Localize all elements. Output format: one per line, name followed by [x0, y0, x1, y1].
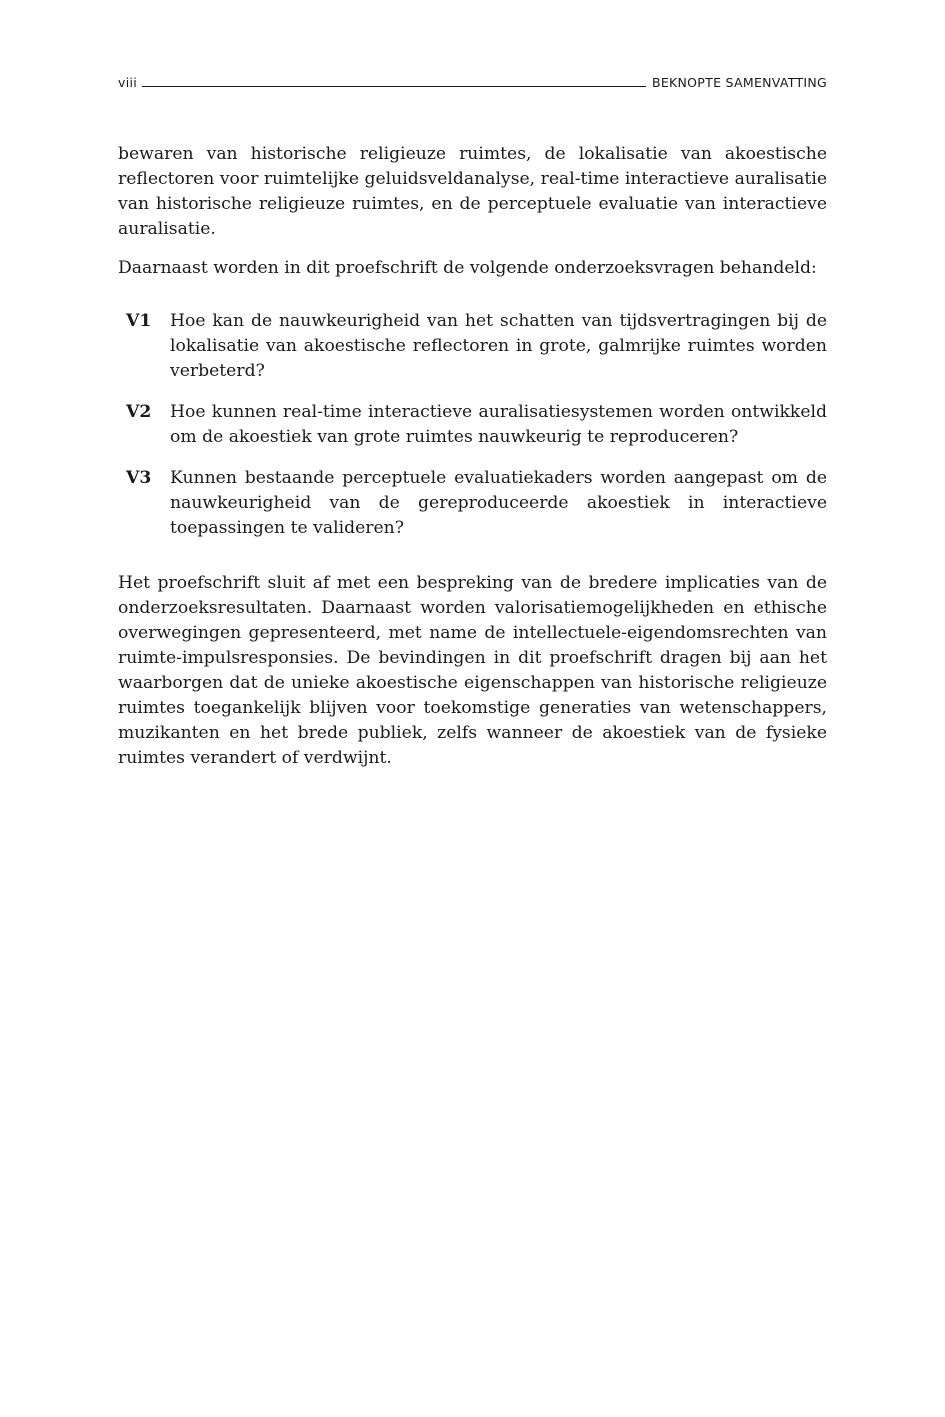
section-title: BEKNOPTE SAMENVATTING [651, 75, 827, 90]
list-item [118, 309, 827, 384]
body-text [118, 142, 827, 771]
question-text: Hoe kunnen real-time interactieve auralisatiesystemen worden ontwikkeld om de akoestiek van grote ruimtes nauwkeurig te reproduceren? [170, 402, 827, 447]
question-text: Kunnen bestaande perceptuele evaluatiekaders worden aangepast om de nauwkeurigheid van de gereproduceerde akoestiek in interactieve toepassingen te valideren? [170, 468, 827, 538]
research-questions-list [118, 309, 827, 541]
closing-paragraph: Het proefschrift sluit af met een bespreking van de bredere implicaties van de onderzoeksresultaten. Daarnaast worden valorisatiemogelijkheden en ethische overwegingen gepresenteerd, met name de intellectuele-eigendomsrechten van ruimte-impulsresponsies. De bevindingen in dit proefschrift dragen bij aan het waarborgen dat de unieke akoestische eigenschappen van historische religieuze ruimtes toegankelijk blijven voor toekomstige generaties van wetenschappers, muzikanten en het brede publiek, zelfs wanneer de akoestiek van de fysieke ruimtes verandert of verdwijnt. [118, 573, 827, 768]
question-label: V3 [126, 468, 152, 488]
question-label: V1 [126, 311, 152, 331]
intro-paragraph: bewaren van historische religieuze ruimtes, de lokalisatie van akoestische reflectoren voor ruimtelijke geluidsveldanalyse, real-time interactieve auralisatie van historische religieuze ruimtes, en de perceptuele evaluatie van interactieve auralisatie. [118, 144, 827, 239]
list-item [118, 400, 827, 450]
header-rule [142, 86, 646, 87]
list-item [118, 466, 827, 541]
page-number: viii [118, 75, 138, 90]
questions-intro: Daarnaast worden in dit proefschrift de volgende onderzoeksvragen behandeld: [118, 258, 817, 278]
running-header [118, 72, 827, 90]
question-text: Hoe kan de nauwkeurigheid van het schatten van tijdsvertragingen bij de lokalisatie van akoestische reflectoren in grote, galmrijke ruimtes worden verbeterd? [170, 311, 827, 381]
question-label: V2 [126, 402, 152, 422]
